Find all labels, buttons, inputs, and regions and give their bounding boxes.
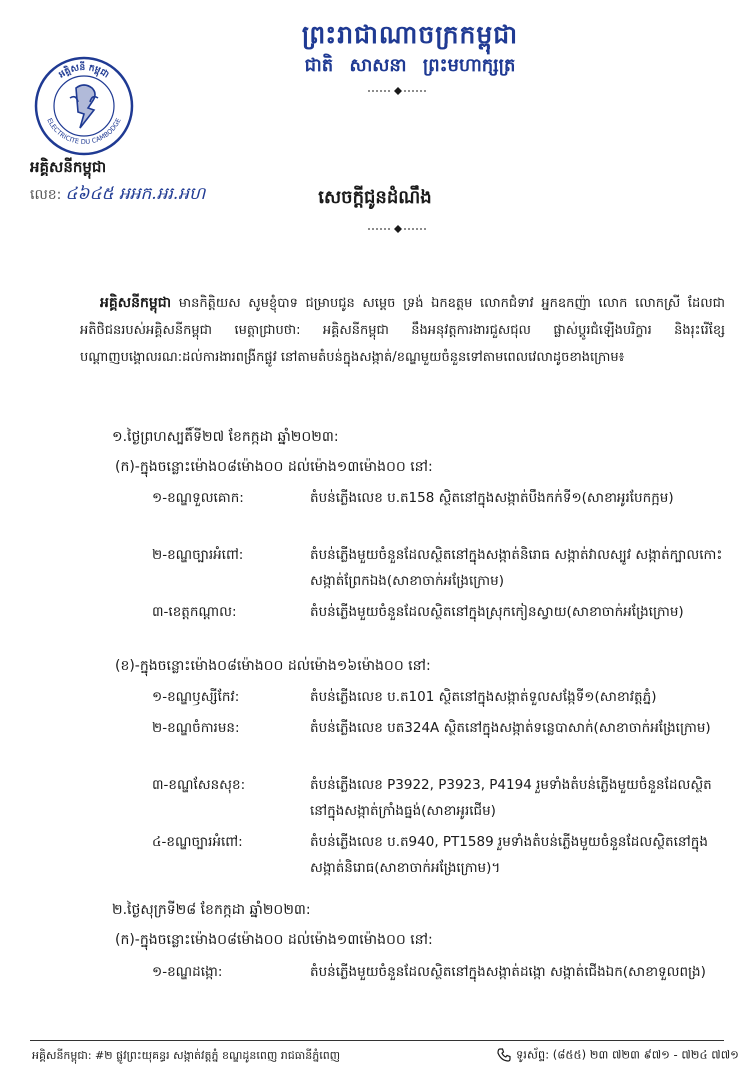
period-heading: (ក)-ក្នុងចន្លោះម៉ោង០៨ម៉ោង០០ ដល់ម៉ោង១៣ម៉ោង០០ នៅ:	[115, 932, 433, 948]
footer-phone	[496, 1047, 739, 1065]
area-description: តំបន់ភ្លើងលេខ ប.ត940, PT1589 រួមទាំងតំបន់ភ្លើងមួយចំនួនដែលស្ថិតនៅក្នុងសង្កាត់និរោធ(សាខាចាក់អង្រែក្រោម)។	[310, 834, 708, 876]
footer-divider	[30, 1040, 724, 1041]
phone-icon	[496, 1047, 512, 1063]
reference-number: ៤៦៤៥ អអក.អរ.អហ	[65, 184, 206, 204]
area-label: ២-ខណ្ឌច្បារអំពៅ:	[152, 547, 244, 563]
area-label: ៣-ខេត្តកណ្តាល:	[152, 604, 237, 620]
title-ornament	[368, 224, 428, 234]
area-description: តំបន់ភ្លើងមួយចំនួនដែលស្ថិតនៅក្នុងស្រុកកៀនស្វាយ(សាខាចាក់អង្រែក្រោម)	[310, 604, 684, 620]
area-description: តំបន់ភ្លើងមួយចំនួនដែលស្ថិតនៅក្នុងសង្កាត់ដង្កោ សង្កាត់ជើងឯក(សាខាទួលពង្រ)	[310, 964, 706, 980]
logo-khmer-text: អគ្គិសនី កម្ពុជា	[57, 62, 111, 81]
kingdom-header	[200, 18, 620, 78]
area-label: ៣-ខណ្ឌសែនសុខ:	[152, 777, 246, 793]
intro-body: មានកិត្តិយស សូមខ្ញុំបាទ ជម្រាបជូន សម្តេច ទ្រង់ ឯកឧត្តម លោកជំទាវ អ្នកឧកញ៉ា លោក លោកស្រី ដែលជាអតិថិជនរបស់អគ្គិសនីកម្ពុជា មេត្តាជ្រាបថា: អគ្គិសនីកម្ពុជា នឹងអនុវត្តការងារជួសជុល ផ្លាស់ប្តូរជំឡើងបរិក្ខារ និងរុះរើខ្សែបណ្តាញបង្គោលរណ:ដល់ការងារពង្រីកផ្លូវ នៅតាមតំបន់ក្នុងសង្កាត់/ខណ្ឌមួយចំនួនទៅតាមពេលវេលាដូចខាងក្រោម៖	[80, 296, 725, 365]
footer-address: អគ្គិសនីកម្ពុជា: #២ ផ្លូវព្រះយុគន្ធរ សង្កាត់វត្តភ្នំ ខណ្ឌដូនពេញ រាជធានីភ្នំពេញ	[32, 1049, 341, 1062]
edc-logo	[32, 54, 136, 158]
footer-phone-text: ទូរស័ព្ទ: (៨៥៥) ២៣ ៧២៣ ៩៧១ - ៧២៤ ៧៧១	[516, 1047, 739, 1062]
area-description: តំបន់ភ្លើងលេខ ប.ត158 ស្ថិតនៅក្នុងសង្កាត់បឹងកក់ទី១(សាខាអូរបែកក្អម)	[310, 490, 674, 506]
day-heading: ១.ថ្ងៃព្រហស្បតិ៍ទី២៧ ខែកក្កដា ឆ្នាំ២០២៣:	[112, 429, 339, 445]
organization-name: អគ្គិសនីកម្ពុជា	[30, 158, 107, 176]
national-motto: ជាតិ សាសនា ព្រះមហាក្សត្រ	[304, 55, 516, 76]
area-label: ១-ខណ្ឌទួលគោក:	[152, 490, 244, 506]
header-ornament	[368, 86, 428, 96]
reference-label: លេខ:	[30, 187, 62, 203]
area-description: តំបន់ភ្លើងលេខ បត324A ស្ថិតនៅក្នុងសង្កាត់ទន្លេបាសាក់(សាខាចាក់អង្រែក្រោម)	[310, 720, 711, 736]
area-description: តំបន់ភ្លើងមួយចំនួនដែលស្ថិតនៅក្នុងសង្កាត់និរោធ សង្កាត់វាលស្បូវ សង្កាត់ក្បាលកោះ សង្កាត់ព្រែកឯង(សាខាចាក់អង្រែក្រោម)	[310, 547, 723, 589]
area-label: ១-ខណ្ឌដង្កោ:	[152, 964, 223, 980]
day-heading: ២.ថ្ងៃសុក្រទី២៨ ខែកក្កដា ឆ្នាំ២០២៣:	[112, 902, 311, 918]
area-label: ៤-ខណ្ឌច្បារអំពៅ:	[152, 834, 243, 850]
period-heading: (ខ)-ក្នុងចន្លោះម៉ោង០៨ម៉ោង០០ ដល់ម៉ោង១៦ម៉ោង០០ នៅ:	[115, 658, 431, 674]
area-description: តំបន់ភ្លើងលេខ ប.ត101 ស្ថិតនៅក្នុងសង្កាត់ទួលសង្កែទី១(សាខាវត្តភ្នំ)	[310, 689, 657, 705]
area-description: តំបន់ភ្លើងលេខ P3922, P3923, P4194 រួមទាំងតំបន់ភ្លើងមួយចំនួនដែលស្ថិតនៅក្នុងសង្កាត់ក្រាំងធ្នង់(សាខាអូរជើម)	[310, 777, 712, 819]
area-label: ២-ខណ្ឌចំការមន:	[152, 720, 240, 736]
svg-text:អគ្គិសនី កម្ពុជា	[57, 61, 111, 81]
period-heading: (ក)-ក្នុងចន្លោះម៉ោង០៨ម៉ោង០០ ដល់ម៉ោង១៣ម៉ោង០០ នៅ:	[115, 459, 433, 475]
area-label: ១-ខណ្ឌឫស្សីកែវ:	[152, 689, 240, 705]
document-title: សេចក្តីជូនដំណឹង	[318, 187, 432, 208]
kingdom-name: ព្រះរាជាណាចក្រកម្ពុជា	[301, 20, 519, 49]
intro-lead: អគ្គិសនីកម្ពុជា	[100, 295, 172, 311]
intro-paragraph	[80, 290, 725, 371]
logo-french-text: ELECTRICITE DU CAMBODGE	[45, 116, 123, 147]
lightning-figure-icon	[70, 85, 98, 128]
